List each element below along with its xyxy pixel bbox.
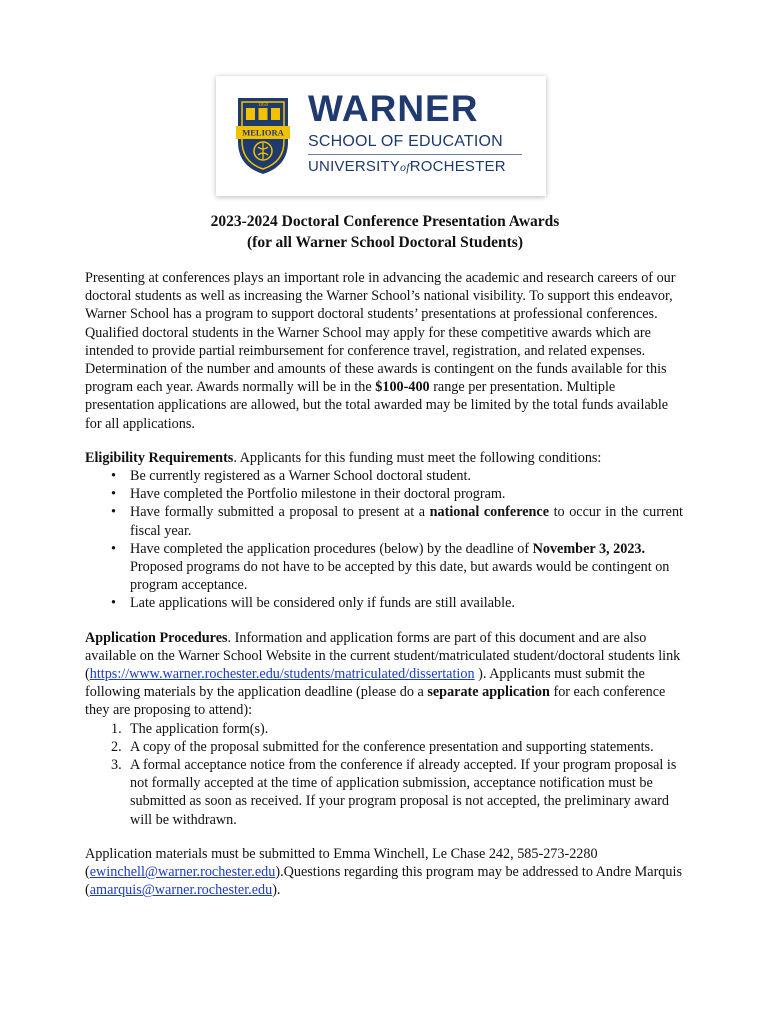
- list-item: • Be currently registered as a Warner School doctoral student.: [111, 468, 471, 485]
- list-item: • Have formally submitted a proposal to present at a national conference to occur in the current fiscal year.: [111, 504, 683, 539]
- eligibility-lead: Eligibility Requirements. Applicants for this funding must meet the following conditions:: [85, 449, 602, 466]
- email-link-marquis[interactable]: amarquis@warner.rochester.edu: [89, 882, 273, 899]
- procedures-heading: Application Procedures: [85, 629, 228, 646]
- document-body: [85, 269, 683, 900]
- university-seal-icon: [234, 94, 292, 176]
- procedures-list: [85, 720, 683, 829]
- logo-school: SCHOOL OF EDUCATION: [308, 133, 503, 150]
- list-item: • Have completed the Portfolio milestone in their doctoral program.: [111, 486, 506, 503]
- bullet-icon: •: [111, 486, 116, 503]
- list-item: 3. A formal acceptance notice from the conference if already accepted. If your program proposal is not formally accepted at the time of application submission, acceptance notification must be submitted as soon as received. If your program proposal is not accepted, the preliminary award will be withdrawn.: [111, 757, 677, 828]
- list-item: 1. The application form(s).: [111, 720, 269, 737]
- bullet-icon: •: [111, 540, 116, 557]
- bullet-icon: •: [111, 468, 116, 485]
- award-amount: $100-400: [375, 379, 430, 396]
- logo-wordmark: [308, 90, 522, 176]
- seal-motto: MELIORA: [242, 127, 284, 138]
- title-line-1: 2023-2024 Doctoral Conference Presentation Awards: [210, 213, 560, 230]
- eligibility-heading: Eligibility Requirements: [85, 449, 234, 466]
- document-title: [0, 211, 770, 253]
- procedures-paragraph: Application Procedures. Information and application forms are part of this document and are also available on the Warner School Website in the current student/matriculated student/doctoral students link (https://www.warner.rochester.edu/students/matriculated/dissertation ). Applicants must submit the following materials by the application deadline (please do a separate application for each conference they are proposing to attend):: [85, 629, 681, 719]
- eligibility-list: [85, 467, 683, 613]
- bullet-icon: •: [111, 595, 116, 612]
- seal-year: 1850: [258, 102, 268, 108]
- warner-logo: [216, 76, 546, 196]
- email-link-winchell[interactable]: ewinchell@warner.rochester.edu: [89, 864, 276, 881]
- dissertation-link[interactable]: https://www.warner.rochester.edu/students/matriculated/dissertation: [89, 666, 475, 683]
- list-item: 2. A copy of the proposal submitted for the conference presentation and supporting statements.: [111, 738, 654, 755]
- title-line-2: (for all Warner School Doctoral Students): [247, 234, 523, 251]
- contact-paragraph: Application materials must be submitted to Emma Winchell, Le Chase 242, 585-273-2280 (ewinchell@warner.rochester.edu).Questions regarding this program may be addressed to Andre Marquis (amarquis@warner.rochester.edu).: [85, 845, 682, 899]
- logo-warner: WARNER: [308, 88, 479, 129]
- logo-divider: [308, 154, 522, 155]
- intro-paragraph: Presenting at conferences plays an important role in advancing the academic and research careers of our doctoral students as well as increasing the Warner School’s national visibility. To support this endeavor, Warner School has a program to support doctoral students’ presentations at professional conferences. Qualified doctoral students in the Warner School may apply for these competitive awards which are intended to provide partial reimbursement for conference travel, registration, and related expenses. Determination of the number and amounts of these awards is contingent on the funds available for this program each year. Awards normally will be in the $100-400 range per presentation. Multiple presentation applications are allowed, but the total awarded may be limited by the total funds available for all applications.: [85, 270, 676, 432]
- logo-university: UNIVERSITYofROCHESTER: [308, 158, 506, 175]
- list-item: • Have completed the application procedures (below) by the deadline of November 3, 2023. Proposed programs do not have to be accepted by this date, but awards would be contingent on program acceptance.: [111, 540, 670, 594]
- bullet-icon: •: [111, 504, 116, 521]
- list-item: • Late applications will be considered only if funds are still available.: [111, 595, 515, 612]
